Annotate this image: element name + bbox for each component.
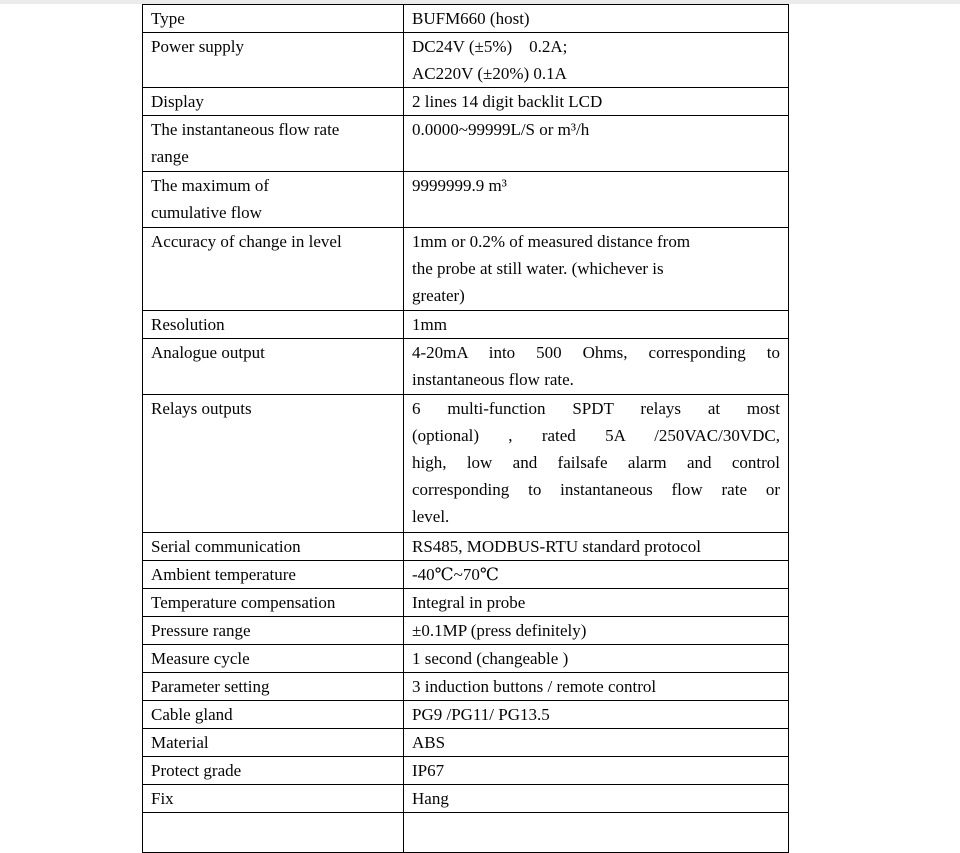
spec-value-line: ABS <box>412 733 446 752</box>
spec-label-line: Power supply <box>151 37 245 56</box>
spec-value-line: 3 induction buttons / remote control <box>412 677 657 696</box>
spec-label-cell <box>143 701 404 729</box>
spec-row <box>143 5 789 33</box>
spec-label-line: cumulative flow <box>151 203 262 222</box>
spec-value-cell <box>404 339 789 395</box>
spec-row <box>143 311 789 339</box>
spec-value-line: PG9 /PG11/ PG13.5 <box>412 705 550 724</box>
spec-label-line: Temperature compensation <box>151 593 336 612</box>
spec-value-cell <box>404 701 789 729</box>
spec-row <box>143 339 789 395</box>
spec-row <box>143 228 789 311</box>
spec-label-line: Resolution <box>151 315 225 334</box>
spec-row <box>143 813 789 853</box>
spec-label-line: Fix <box>151 789 174 808</box>
spec-row <box>143 729 789 757</box>
spec-row <box>143 785 789 813</box>
spec-value-line: high, low and failsafe alarm and control <box>412 453 780 472</box>
spec-label-cell <box>143 589 404 617</box>
spec-value-line: AC220V (±20%) 0.1A <box>412 64 567 83</box>
spec-label-line: Cable gland <box>151 705 233 724</box>
spec-value-line: level. <box>412 507 450 526</box>
spec-value-cell <box>404 533 789 561</box>
spec-row <box>143 172 789 228</box>
spec-value-line: ±0.1MP (press definitely) <box>412 621 587 640</box>
spec-row <box>143 561 789 589</box>
spec-label-line: Serial communication <box>151 537 301 556</box>
spec-row <box>143 533 789 561</box>
spec-label-line: Analogue output <box>151 343 265 362</box>
spec-value-cell <box>404 645 789 673</box>
spec-label-line: The instantaneous flow rate <box>151 120 340 139</box>
spec-value-line: 2 lines 14 digit backlit LCD <box>412 92 603 111</box>
spec-row <box>143 88 789 116</box>
spec-label-cell <box>143 228 404 311</box>
spec-label-line: Protect grade <box>151 761 242 780</box>
spec-value-line: DC24V (±5%) 0.2A; <box>412 37 568 56</box>
spec-value-line: 0.0000~99999L/S or m³/h <box>412 120 590 139</box>
spec-value-cell <box>404 228 789 311</box>
spec-value-cell <box>404 88 789 116</box>
spec-label-line: range <box>151 147 189 166</box>
spec-value-line: the probe at still water. (whichever is <box>412 259 664 278</box>
spec-row <box>143 701 789 729</box>
spec-value-line: greater) <box>412 286 465 305</box>
spec-label-cell <box>143 561 404 589</box>
spec-value-line: 1mm <box>412 315 447 334</box>
spec-label-cell <box>143 617 404 645</box>
spec-table <box>142 4 789 853</box>
spec-value-line: 1mm or 0.2% of measured distance from <box>412 232 691 251</box>
spec-label-line <box>151 813 395 840</box>
spec-label-line: Ambient temperature <box>151 565 296 584</box>
spec-value-line: 6 multi-function SPDT relays at most <box>412 399 780 418</box>
spec-label-cell <box>143 88 404 116</box>
spec-label-cell <box>143 395 404 533</box>
spec-value-line <box>412 813 780 840</box>
spec-value-cell <box>404 5 789 33</box>
spec-row <box>143 757 789 785</box>
spec-value-cell <box>404 116 789 172</box>
spec-label-line: Pressure range <box>151 621 251 640</box>
spec-label-cell <box>143 673 404 701</box>
spec-label-line: Parameter setting <box>151 677 270 696</box>
spec-label-line: The maximum of <box>151 176 270 195</box>
spec-row <box>143 589 789 617</box>
spec-value-line: IP67 <box>412 761 445 780</box>
spec-label-line: Display <box>151 92 204 111</box>
spec-value-line: 4-20mA into 500 Ohms, corresponding to <box>412 343 780 362</box>
spec-value-line: instantaneous flow rate. <box>412 370 574 389</box>
spec-row <box>143 33 789 88</box>
spec-label-cell <box>143 729 404 757</box>
spec-label-cell <box>143 116 404 172</box>
spec-label-line: Relays outputs <box>151 399 252 418</box>
spec-value-cell <box>404 311 789 339</box>
spec-label-line: Type <box>151 9 185 28</box>
spec-row <box>143 395 789 533</box>
spec-value-cell <box>404 617 789 645</box>
spec-value-cell <box>404 757 789 785</box>
spec-label-cell <box>143 645 404 673</box>
spec-value-line: RS485, MODBUS-RTU standard protocol <box>412 537 701 556</box>
spec-value-cell <box>404 785 789 813</box>
spec-value-cell <box>404 172 789 228</box>
spec-value-cell <box>404 673 789 701</box>
spec-value-line: BUFM660 (host) <box>412 9 530 28</box>
spec-value-line: Hang <box>412 789 449 808</box>
spec-value-cell <box>404 561 789 589</box>
spec-row <box>143 645 789 673</box>
spec-label-cell <box>143 33 404 88</box>
spec-value-cell <box>404 589 789 617</box>
spec-value-cell <box>404 729 789 757</box>
spec-label-line: Material <box>151 733 209 752</box>
spec-label-line: Accuracy of change in level <box>151 232 342 251</box>
spec-value-line: -40℃~70℃ <box>412 565 499 584</box>
spec-value-cell <box>404 395 789 533</box>
spec-label-cell <box>143 5 404 33</box>
spec-label-cell <box>143 339 404 395</box>
spec-value-line: 9999999.9 m³ <box>412 176 507 195</box>
spec-row <box>143 673 789 701</box>
spec-label-cell <box>143 533 404 561</box>
spec-label-line: Measure cycle <box>151 649 250 668</box>
spec-label-cell <box>143 311 404 339</box>
spec-value-cell <box>404 813 789 853</box>
spec-value-line: 1 second (changeable ) <box>412 649 569 668</box>
spec-value-line: corresponding to instantaneous flow rate or <box>412 480 780 499</box>
spec-label-cell <box>143 785 404 813</box>
spec-row <box>143 116 789 172</box>
spec-value-cell <box>404 33 789 88</box>
spec-label-cell <box>143 172 404 228</box>
spec-value-line: Integral in probe <box>412 593 526 612</box>
spec-row <box>143 617 789 645</box>
spec-label-cell <box>143 757 404 785</box>
spec-value-line: (optional) , rated 5A /250VAC/30VDC, <box>412 426 780 445</box>
spec-label-cell <box>143 813 404 853</box>
